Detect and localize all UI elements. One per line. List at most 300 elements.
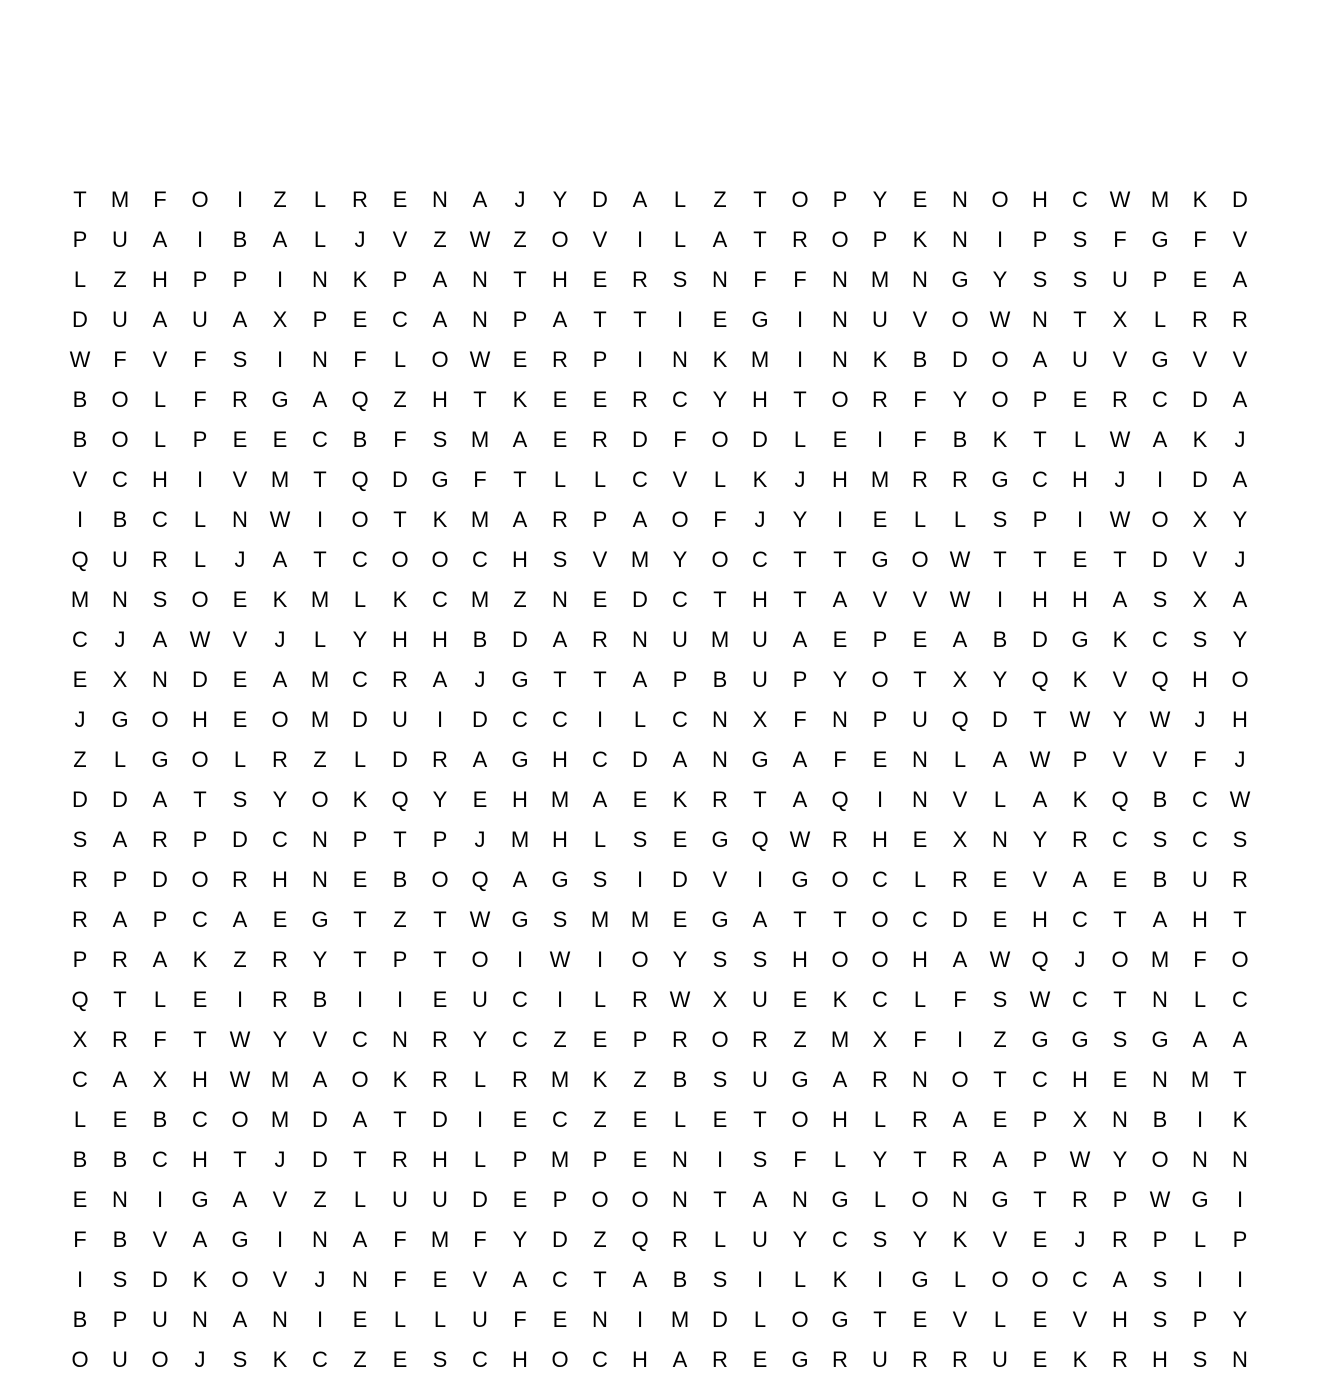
letter-cell: H xyxy=(512,1347,528,1372)
letter-cell: R xyxy=(272,987,288,1012)
letter-cell: B xyxy=(312,987,328,1012)
letter-cell: E xyxy=(272,907,288,932)
letter-cell: N xyxy=(912,787,928,812)
letter-cell: M xyxy=(870,267,890,292)
letter-cell: T xyxy=(593,1267,607,1292)
letter-cell: I xyxy=(1236,1267,1244,1292)
letter-cell: P xyxy=(832,187,848,212)
grid-row xyxy=(60,260,1260,300)
letter-cell: Y xyxy=(512,1227,528,1252)
letter-cell: V xyxy=(592,547,608,572)
letter-cell: G xyxy=(1151,1027,1169,1052)
letter-cell: Z xyxy=(313,1187,327,1212)
grid-row xyxy=(60,300,1260,340)
letter-cell: X xyxy=(712,987,728,1012)
letter-cell: P xyxy=(792,667,808,692)
letter-cell: Q xyxy=(471,867,489,892)
letter-cell: M xyxy=(630,907,650,932)
letter-cell: B xyxy=(152,1107,168,1132)
letter-cell: F xyxy=(953,987,967,1012)
letter-cell: P xyxy=(1032,387,1048,412)
letter-cell: G xyxy=(511,907,529,932)
letter-cell: T xyxy=(873,1307,887,1332)
letter-cell: N xyxy=(552,587,568,612)
letter-cell: D xyxy=(952,907,968,932)
letter-cell: M xyxy=(550,1147,570,1172)
letter-cell: L xyxy=(793,427,807,452)
letter-cell: T xyxy=(913,667,927,692)
letter-cell: G xyxy=(231,1227,249,1252)
letter-cell: M xyxy=(470,587,490,612)
letter-cell: N xyxy=(1152,987,1168,1012)
letter-cell: A xyxy=(792,787,808,812)
letter-cell: P xyxy=(512,1147,528,1172)
letter-cell: Y xyxy=(712,387,728,412)
letter-cell: T xyxy=(513,267,527,292)
letter-cell: O xyxy=(711,1027,729,1052)
letter-cell: J xyxy=(1234,427,1246,452)
grid-row xyxy=(60,1340,1260,1380)
word-search-grid xyxy=(60,180,1260,1380)
grid-row xyxy=(60,820,1260,860)
letter-cell: S xyxy=(1072,267,1088,292)
letter-cell: T xyxy=(1033,547,1047,572)
letter-cell: T xyxy=(993,547,1007,572)
grid-row xyxy=(60,860,1260,900)
letter-cell: E xyxy=(912,187,928,212)
letter-cell: K xyxy=(1192,187,1208,212)
letter-cell: I xyxy=(316,507,324,532)
letter-cell: A xyxy=(232,1307,248,1332)
letter-cell: G xyxy=(791,1067,809,1092)
letter-cell: I xyxy=(996,587,1004,612)
letter-cell: D xyxy=(1192,467,1208,492)
letter-cell: K xyxy=(1192,427,1208,452)
letter-cell: I xyxy=(636,227,644,252)
letter-cell: K xyxy=(832,1267,848,1292)
letter-cell: O xyxy=(711,547,729,572)
letter-cell: I xyxy=(596,947,604,972)
letter-cell: J xyxy=(314,1267,326,1292)
letter-cell: E xyxy=(552,1307,568,1332)
letter-cell: C xyxy=(312,1347,328,1372)
letter-cell: N xyxy=(952,227,968,252)
letter-cell: W xyxy=(669,987,691,1012)
letter-cell: D xyxy=(392,747,408,772)
letter-cell: E xyxy=(592,387,608,412)
letter-cell: C xyxy=(752,547,768,572)
letter-cell: O xyxy=(431,547,449,572)
letter-cell: D xyxy=(232,827,248,852)
letter-cell: R xyxy=(952,1147,968,1172)
letter-cell: X xyxy=(1192,587,1208,612)
letter-cell: D xyxy=(632,747,648,772)
letter-cell: C xyxy=(832,1227,848,1252)
letter-cell: R xyxy=(272,947,288,972)
letter-cell: R xyxy=(72,907,88,932)
letter-cell: R xyxy=(1112,1347,1128,1372)
letter-cell: L xyxy=(753,1307,767,1332)
letter-cell: R xyxy=(1072,827,1088,852)
letter-cell: I xyxy=(636,347,644,372)
letter-cell: M xyxy=(1150,187,1170,212)
letter-cell: H xyxy=(1192,907,1208,932)
letter-cell: L xyxy=(353,1187,367,1212)
letter-cell: E xyxy=(112,1107,128,1132)
letter-cell: X xyxy=(272,307,288,332)
letter-cell: E xyxy=(72,1187,88,1212)
letter-cell: C xyxy=(472,1347,488,1372)
letter-cell: N xyxy=(312,1227,328,1252)
letter-cell: V xyxy=(1112,667,1128,692)
letter-cell: R xyxy=(632,987,648,1012)
letter-cell: I xyxy=(156,1187,164,1212)
letter-cell: V xyxy=(1192,547,1208,572)
letter-cell: T xyxy=(393,1107,407,1132)
letter-cell: C xyxy=(552,1267,568,1292)
letter-cell: G xyxy=(311,907,329,932)
letter-cell: T xyxy=(353,947,367,972)
grid-row xyxy=(60,1260,1260,1300)
letter-cell: G xyxy=(271,387,289,412)
letter-cell: D xyxy=(112,787,128,812)
letter-cell: T xyxy=(753,787,767,812)
letter-cell: R xyxy=(672,1227,688,1252)
letter-cell: X xyxy=(872,1027,888,1052)
letter-cell: J xyxy=(1234,747,1246,772)
letter-cell: R xyxy=(832,827,848,852)
letter-cell: T xyxy=(313,547,327,572)
letter-cell: Z xyxy=(993,1027,1007,1052)
letter-cell: T xyxy=(713,587,727,612)
letter-cell: S xyxy=(552,907,568,932)
letter-cell: M xyxy=(550,1067,570,1092)
letter-cell: P xyxy=(1112,1187,1128,1212)
letter-cell: E xyxy=(352,867,368,892)
letter-cell: A xyxy=(792,627,808,652)
letter-cell: E xyxy=(392,187,408,212)
grid-row xyxy=(60,580,1260,620)
letter-cell: H xyxy=(1032,187,1048,212)
letter-cell: C xyxy=(1152,627,1168,652)
letter-cell: C xyxy=(1072,187,1088,212)
letter-cell: E xyxy=(1112,867,1128,892)
letter-cell: I xyxy=(876,787,884,812)
letter-cell: T xyxy=(753,1107,767,1132)
letter-cell: N xyxy=(432,187,448,212)
letter-cell: A xyxy=(952,947,968,972)
letter-cell: L xyxy=(153,987,167,1012)
letter-cell: F xyxy=(1193,747,1207,772)
letter-cell: C xyxy=(112,467,128,492)
letter-cell: C xyxy=(472,547,488,572)
letter-cell: F xyxy=(193,347,207,372)
letter-cell: P xyxy=(312,307,328,332)
letter-cell: W xyxy=(1109,427,1131,452)
letter-cell: R xyxy=(712,1347,728,1372)
letter-cell: M xyxy=(430,1227,450,1252)
letter-cell: K xyxy=(272,587,288,612)
letter-cell: N xyxy=(992,827,1008,852)
letter-cell: H xyxy=(1072,1067,1088,1092)
letter-cell: T xyxy=(113,987,127,1012)
letter-cell: L xyxy=(1193,1227,1207,1252)
letter-cell: U xyxy=(152,1307,168,1332)
letter-cell: N xyxy=(472,267,488,292)
letter-cell: R xyxy=(392,1147,408,1172)
grid-row xyxy=(60,1100,1260,1140)
letter-cell: U xyxy=(472,987,488,1012)
letter-cell: U xyxy=(112,307,128,332)
letter-cell: K xyxy=(392,587,408,612)
letter-cell: V xyxy=(312,1027,328,1052)
letter-cell: N xyxy=(952,1187,968,1212)
letter-cell: H xyxy=(552,267,568,292)
letter-cell: O xyxy=(431,347,449,372)
letter-cell: G xyxy=(511,747,529,772)
letter-cell: Y xyxy=(1232,627,1248,652)
letter-cell: A xyxy=(1232,387,1248,412)
letter-cell: H xyxy=(1112,1307,1128,1332)
letter-cell: B xyxy=(72,1307,88,1332)
grid-row xyxy=(60,540,1260,580)
letter-cell: J xyxy=(234,547,246,572)
letter-cell: R xyxy=(792,227,808,252)
grid-row xyxy=(60,980,1260,1020)
letter-cell: Q xyxy=(831,787,849,812)
letter-cell: A xyxy=(432,667,448,692)
letter-cell: E xyxy=(272,427,288,452)
letter-cell: W xyxy=(189,627,211,652)
letter-cell: U xyxy=(192,307,208,332)
letter-cell: O xyxy=(791,1107,809,1132)
letter-cell: K xyxy=(952,1227,968,1252)
letter-cell: Y xyxy=(272,787,288,812)
letter-cell: L xyxy=(993,787,1007,812)
letter-cell: Q xyxy=(391,787,409,812)
letter-cell: V xyxy=(592,227,608,252)
letter-cell: R xyxy=(112,947,128,972)
letter-cell: Y xyxy=(912,1227,928,1252)
letter-cell: L xyxy=(873,1107,887,1132)
grid-row xyxy=(60,780,1260,820)
letter-cell: E xyxy=(392,1347,408,1372)
letter-cell: T xyxy=(353,907,367,932)
letter-cell: L xyxy=(353,747,367,772)
letter-cell: U xyxy=(1112,267,1128,292)
letter-cell: R xyxy=(872,1067,888,1092)
letter-cell: D xyxy=(72,787,88,812)
letter-cell: V xyxy=(1232,347,1248,372)
letter-cell: O xyxy=(111,427,129,452)
letter-cell: A xyxy=(832,1067,848,1092)
letter-cell: M xyxy=(670,1307,690,1332)
letter-cell: L xyxy=(713,1227,727,1252)
letter-cell: S xyxy=(1112,1027,1128,1052)
letter-cell: B xyxy=(112,507,128,532)
letter-cell: R xyxy=(632,387,648,412)
letter-cell: O xyxy=(1031,1267,1049,1292)
letter-cell: R xyxy=(432,1027,448,1052)
letter-cell: O xyxy=(391,547,409,572)
letter-cell: U xyxy=(472,1307,488,1332)
letter-cell: H xyxy=(632,1347,648,1372)
letter-cell: D xyxy=(472,1187,488,1212)
letter-cell: A xyxy=(632,187,648,212)
letter-cell: N xyxy=(632,627,648,652)
letter-cell: E xyxy=(792,987,808,1012)
letter-cell: C xyxy=(312,427,328,452)
letter-cell: R xyxy=(232,387,248,412)
letter-cell: D xyxy=(632,427,648,452)
letter-cell: T xyxy=(1033,427,1047,452)
letter-cell: N xyxy=(312,267,328,292)
letter-cell: M xyxy=(110,187,130,212)
letter-cell: S xyxy=(672,267,688,292)
letter-cell: R xyxy=(432,747,448,772)
letter-cell: F xyxy=(353,347,367,372)
letter-cell: V xyxy=(1112,347,1128,372)
letter-cell: A xyxy=(1112,1267,1128,1292)
letter-cell: T xyxy=(1113,907,1127,932)
letter-cell: N xyxy=(152,667,168,692)
letter-cell: K xyxy=(1232,1107,1248,1132)
letter-cell: A xyxy=(752,1187,768,1212)
letter-cell: H xyxy=(912,947,928,972)
letter-cell: C xyxy=(632,467,648,492)
letter-cell: P xyxy=(1192,1307,1208,1332)
letter-cell: R xyxy=(872,387,888,412)
letter-cell: R xyxy=(952,1347,968,1372)
letter-cell: E xyxy=(672,827,688,852)
letter-cell: T xyxy=(553,667,567,692)
letter-cell: Q xyxy=(751,827,769,852)
letter-cell: U xyxy=(992,1347,1008,1372)
letter-cell: A xyxy=(1072,867,1088,892)
letter-cell: F xyxy=(793,1147,807,1172)
letter-cell: B xyxy=(232,227,248,252)
letter-cell: N xyxy=(912,1067,928,1092)
letter-cell: U xyxy=(432,1187,448,1212)
letter-cell: F xyxy=(393,1267,407,1292)
letter-cell: V xyxy=(1232,227,1248,252)
letter-cell: O xyxy=(151,707,169,732)
letter-cell: O xyxy=(671,507,689,532)
letter-cell: I xyxy=(636,867,644,892)
letter-cell: J xyxy=(794,467,806,492)
letter-cell: C xyxy=(1072,907,1088,932)
letter-cell: S xyxy=(1152,827,1168,852)
letter-cell: S xyxy=(1152,1267,1168,1292)
letter-cell: T xyxy=(833,547,847,572)
letter-cell: J xyxy=(274,627,286,652)
letter-cell: M xyxy=(1190,1067,1210,1092)
letter-cell: A xyxy=(952,1107,968,1132)
letter-cell: X xyxy=(952,667,968,692)
letter-cell: A xyxy=(1232,1027,1248,1052)
letter-cell: Z xyxy=(593,1107,607,1132)
letter-cell: D xyxy=(472,707,488,732)
letter-cell: V xyxy=(952,1307,968,1332)
letter-cell: C xyxy=(512,1027,528,1052)
letter-cell: J xyxy=(74,707,86,732)
letter-cell: A xyxy=(232,907,248,932)
letter-cell: W xyxy=(789,827,811,852)
letter-cell: A xyxy=(592,787,608,812)
letter-cell: O xyxy=(151,1347,169,1372)
letter-cell: G xyxy=(711,827,729,852)
grid-row xyxy=(60,420,1260,460)
letter-cell: Q xyxy=(1151,667,1169,692)
letter-cell: V xyxy=(272,1187,288,1212)
grid-row xyxy=(60,660,1260,700)
letter-cell: S xyxy=(872,1227,888,1252)
letter-cell: A xyxy=(112,907,128,932)
letter-cell: R xyxy=(1112,387,1128,412)
letter-cell: X xyxy=(112,667,128,692)
letter-cell: W xyxy=(1029,747,1051,772)
letter-cell: K xyxy=(352,267,368,292)
letter-cell: Z xyxy=(513,587,527,612)
letter-cell: P xyxy=(1232,1227,1248,1252)
letter-cell: D xyxy=(152,1267,168,1292)
letter-cell: D xyxy=(752,427,768,452)
letter-cell: P xyxy=(632,1027,648,1052)
letter-cell: I xyxy=(836,507,844,532)
letter-cell: B xyxy=(352,427,368,452)
letter-cell: C xyxy=(352,547,368,572)
letter-cell: K xyxy=(832,987,848,1012)
letter-cell: Q xyxy=(1031,947,1049,972)
letter-cell: N xyxy=(672,347,688,372)
letter-cell: H xyxy=(832,1107,848,1132)
letter-cell: Y xyxy=(992,267,1008,292)
letter-cell: M xyxy=(270,467,290,492)
letter-cell: T xyxy=(393,507,407,532)
letter-cell: Q xyxy=(71,987,89,1012)
letter-cell: M xyxy=(470,427,490,452)
letter-cell: G xyxy=(1151,227,1169,252)
letter-cell: X xyxy=(1192,507,1208,532)
letter-cell: A xyxy=(512,867,528,892)
letter-cell: E xyxy=(232,427,248,452)
letter-cell: B xyxy=(672,1067,688,1092)
letter-cell: R xyxy=(952,867,968,892)
letter-cell: O xyxy=(991,387,1009,412)
letter-cell: H xyxy=(792,947,808,972)
letter-cell: E xyxy=(632,787,648,812)
letter-cell: E xyxy=(1072,547,1088,572)
letter-cell: G xyxy=(551,867,569,892)
letter-cell: Q xyxy=(351,467,369,492)
letter-cell: A xyxy=(632,667,648,692)
letter-cell: S xyxy=(432,427,448,452)
letter-cell: Q xyxy=(631,1227,649,1252)
letter-cell: L xyxy=(673,1107,687,1132)
letter-cell: O xyxy=(431,867,449,892)
letter-cell: H xyxy=(872,827,888,852)
letter-cell: J xyxy=(114,627,126,652)
letter-cell: N xyxy=(592,1307,608,1332)
letter-cell: T xyxy=(753,187,767,212)
letter-cell: P xyxy=(872,227,888,252)
letter-cell: U xyxy=(752,667,768,692)
letter-cell: V xyxy=(672,467,688,492)
letter-cell: U xyxy=(872,307,888,332)
letter-cell: P xyxy=(512,307,528,332)
letter-cell: T xyxy=(313,467,327,492)
letter-cell: I xyxy=(1236,1187,1244,1212)
